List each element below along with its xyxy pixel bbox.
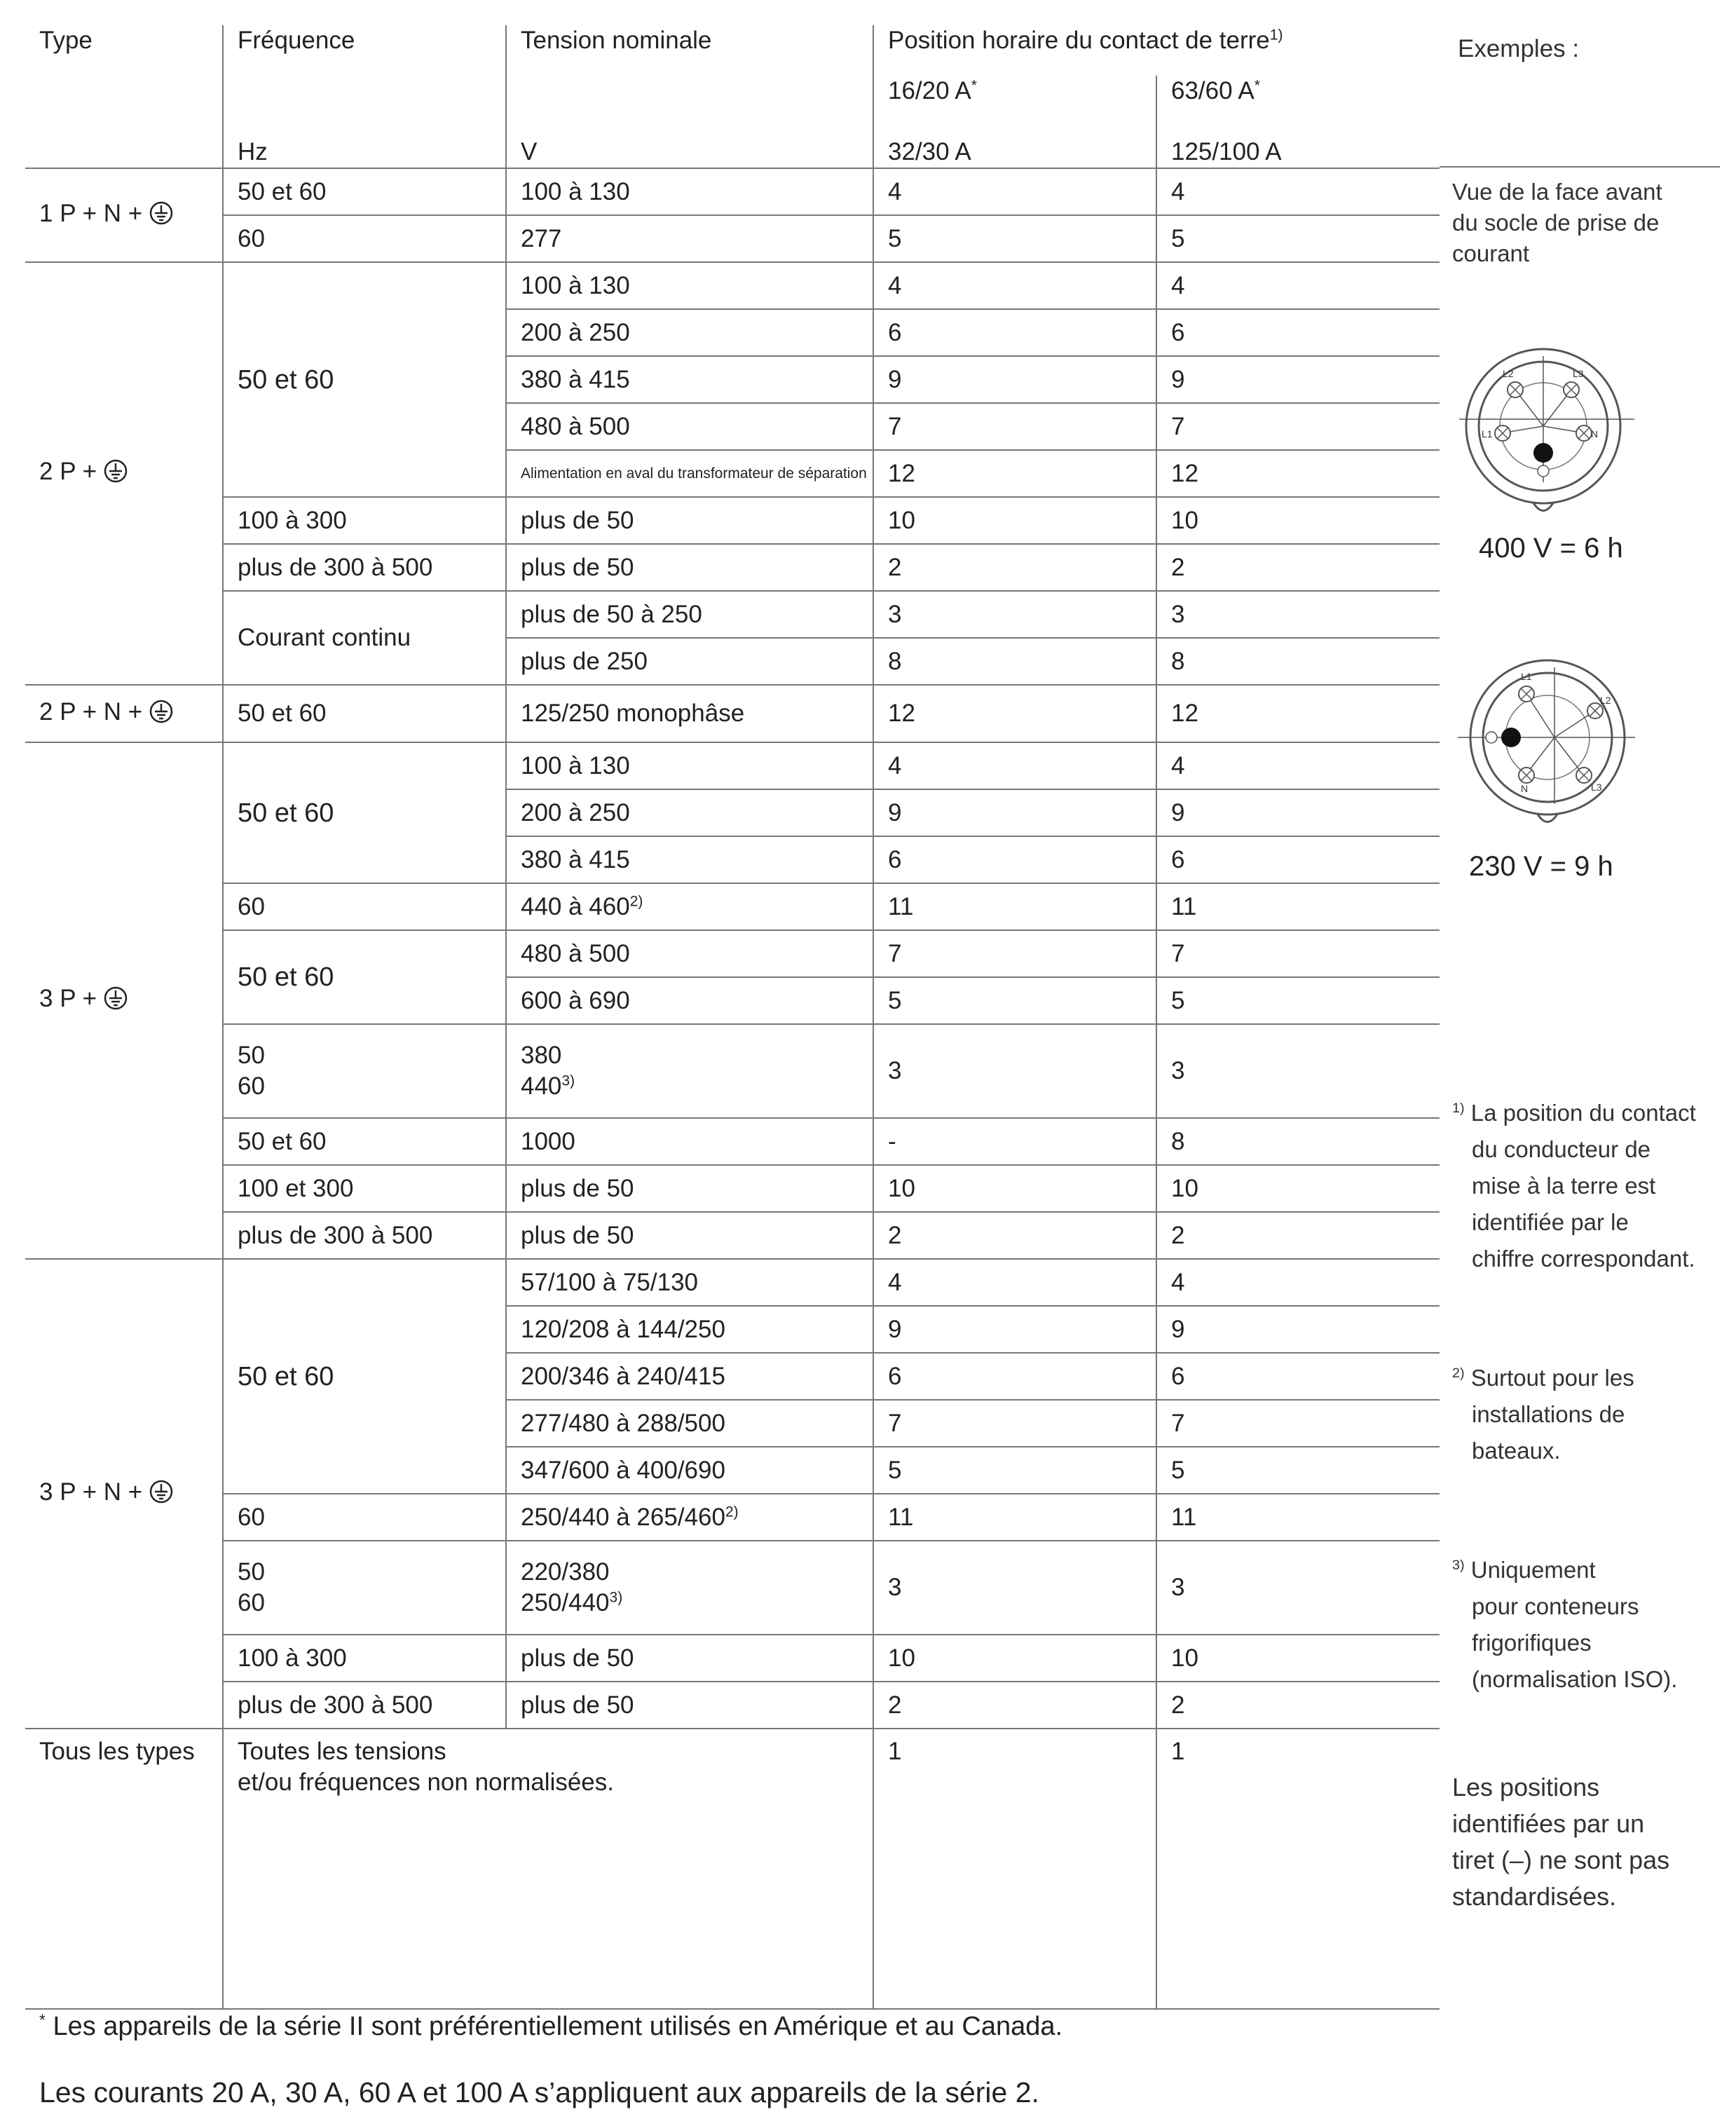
voltage-cell: 125/250 monophâse bbox=[506, 685, 873, 742]
voltage-cell: 200 à 250 bbox=[506, 309, 873, 356]
view-caption: Vue de la face avant du socle de prise de courant bbox=[1452, 179, 1662, 266]
position-a-cell: 3 bbox=[873, 591, 1156, 638]
svg-text:L3: L3 bbox=[1591, 782, 1602, 793]
frequency-cell: plus de 300 à 500 bbox=[223, 544, 506, 591]
frequency-cell: 100 et 300 bbox=[223, 1165, 506, 1212]
position-a-cell: 7 bbox=[873, 1400, 1156, 1447]
svg-text:L2: L2 bbox=[1503, 368, 1514, 379]
position-a-cell: 11 bbox=[873, 883, 1156, 930]
header-frequency: Fréquence bbox=[223, 25, 506, 76]
voltage-cell: 347/600 à 400/690 bbox=[506, 1447, 873, 1494]
position-b-cell: 10 bbox=[1156, 1635, 1440, 1682]
svg-text:L2: L2 bbox=[1600, 695, 1611, 706]
position-a-cell: 2 bbox=[873, 544, 1156, 591]
socket-specification-table bbox=[25, 25, 1440, 2010]
position-b-cell: 5 bbox=[1156, 1447, 1440, 1494]
position-a-cell: 10 bbox=[873, 1165, 1156, 1212]
footnote-2: $^{2)}$ Surtout pour les installations de bateaux. bbox=[1452, 1365, 1634, 1464]
position-a-cell: 7 bbox=[873, 930, 1156, 977]
header-current-b1: 63/60 A* bbox=[1156, 76, 1440, 122]
position-a-cell: 6 bbox=[873, 836, 1156, 883]
header-current-a2: 32/30 A bbox=[873, 122, 1156, 168]
earth-symbol-icon bbox=[104, 986, 128, 1018]
position-a-cell: 4 bbox=[873, 262, 1156, 309]
position-a-cell: 12 bbox=[873, 450, 1156, 497]
position-a-cell: 1 bbox=[873, 1729, 1156, 2009]
position-a-cell: 6 bbox=[873, 1353, 1156, 1400]
examples-header-rule bbox=[1440, 166, 1720, 168]
voltage-cell: 200/346 à 240/415 bbox=[506, 1353, 873, 1400]
position-a-cell: 12 bbox=[873, 685, 1156, 742]
position-a-cell: 2 bbox=[873, 1682, 1156, 1729]
socket-diagram-230v bbox=[1456, 653, 1639, 836]
frequency-cell: 50 et 60 bbox=[223, 262, 506, 497]
currents-footnote: Les courants 20 A, 30 A, 60 A et 100 A s’appliquent aux appareils de la série 2. bbox=[39, 2076, 1039, 2108]
voltage-cell: Alimentation en aval du transformateur de séparation bbox=[506, 450, 873, 497]
position-a-cell: 2 bbox=[873, 1212, 1156, 1259]
examples-header: Exemples : bbox=[1458, 35, 1580, 62]
position-b-cell: 9 bbox=[1156, 1306, 1440, 1353]
voltage-cell: 100 à 130 bbox=[506, 742, 873, 789]
frequency-voltage-cell: Toutes les tensions et/ou fréquences non normalisées. bbox=[223, 1729, 873, 2009]
frequency-cell: 50 et 60 bbox=[223, 168, 506, 215]
earth-symbol-icon bbox=[149, 1480, 173, 1511]
position-b-cell: 5 bbox=[1156, 977, 1440, 1024]
position-a-cell: 10 bbox=[873, 1635, 1156, 1682]
frequency-cell: 50 et 60 bbox=[223, 685, 506, 742]
earth-symbol-icon bbox=[104, 459, 128, 491]
frequency-cell: 50 et 60 bbox=[223, 1118, 506, 1165]
frequency-cell: Courant continu bbox=[223, 591, 506, 685]
position-a-cell: 7 bbox=[873, 403, 1156, 450]
position-b-cell: 3 bbox=[1156, 1024, 1440, 1118]
position-a-cell: - bbox=[873, 1118, 1156, 1165]
svg-text:N: N bbox=[1521, 783, 1529, 794]
position-b-cell: 10 bbox=[1156, 1165, 1440, 1212]
frequency-cell: 50 et 60 bbox=[223, 1259, 506, 1494]
voltage-cell: 480 à 500 bbox=[506, 403, 873, 450]
position-a-cell: 5 bbox=[873, 977, 1156, 1024]
frequency-cell: 100 à 300 bbox=[223, 497, 506, 544]
voltage-cell: 220/380 250/440$^{3)}$ bbox=[506, 1541, 873, 1635]
voltage-cell: 480 à 500 bbox=[506, 930, 873, 977]
position-b-cell: 4 bbox=[1156, 168, 1440, 215]
voltage-cell: 250/440 à 265/460$^{2)}$ bbox=[506, 1494, 873, 1541]
header-type: Type bbox=[39, 27, 93, 54]
voltage-cell: 120/208 à 144/250 bbox=[506, 1306, 873, 1353]
position-b-cell: 2 bbox=[1156, 544, 1440, 591]
position-b-cell: 4 bbox=[1156, 1259, 1440, 1306]
frequency-cell: 50 et 60 bbox=[223, 930, 506, 1024]
position-b-cell: 7 bbox=[1156, 403, 1440, 450]
type-cell: 3 P + bbox=[25, 742, 223, 1259]
earth-symbol-icon bbox=[149, 700, 173, 731]
voltage-cell: 380 à 415 bbox=[506, 356, 873, 403]
voltage-cell: plus de 50 bbox=[506, 544, 873, 591]
position-b-cell: 6 bbox=[1156, 836, 1440, 883]
position-b-cell: 6 bbox=[1156, 309, 1440, 356]
position-a-cell: 9 bbox=[873, 1306, 1156, 1353]
header-unit-v: V bbox=[506, 122, 873, 168]
diagram-caption-400v: 400 V = 6 h bbox=[1479, 533, 1623, 564]
voltage-cell: 380 à 415 bbox=[506, 836, 873, 883]
frequency-cell: 50 et 60 bbox=[223, 742, 506, 883]
type-cell: Tous les types bbox=[25, 1729, 223, 2009]
position-a-cell: 11 bbox=[873, 1494, 1156, 1541]
position-b-cell: 9 bbox=[1156, 789, 1440, 836]
position-a-cell: 8 bbox=[873, 638, 1156, 685]
frequency-cell: 50 60 bbox=[223, 1024, 506, 1118]
position-a-cell: 4 bbox=[873, 742, 1156, 789]
voltage-cell: 600 à 690 bbox=[506, 977, 873, 1024]
position-b-cell: 5 bbox=[1156, 215, 1440, 262]
header-current-b2: 125/100 A bbox=[1156, 122, 1440, 168]
position-b-cell: 11 bbox=[1156, 883, 1440, 930]
position-b-cell: 8 bbox=[1156, 638, 1440, 685]
frequency-cell: 50 60 bbox=[223, 1541, 506, 1635]
position-b-cell: 9 bbox=[1156, 356, 1440, 403]
header-voltage: Tension nominale bbox=[506, 25, 873, 76]
position-b-cell: 2 bbox=[1156, 1212, 1440, 1259]
position-a-cell: 9 bbox=[873, 789, 1156, 836]
svg-text:L1: L1 bbox=[1521, 671, 1532, 682]
position-a-cell: 10 bbox=[873, 497, 1156, 544]
svg-text:N: N bbox=[1591, 428, 1599, 440]
voltage-cell: plus de 250 bbox=[506, 638, 873, 685]
voltage-cell: 277 bbox=[506, 215, 873, 262]
position-a-cell: 5 bbox=[873, 1447, 1156, 1494]
voltage-cell: 277/480 à 288/500 bbox=[506, 1400, 873, 1447]
star-footnote: * Les appareils de la série II sont préférentiellement utilisés en Amérique et au Canada. bbox=[39, 2010, 1063, 2041]
type-cell: 1 P + N + bbox=[25, 168, 223, 262]
frequency-cell: 60 bbox=[223, 215, 506, 262]
voltage-cell: 57/100 à 75/130 bbox=[506, 1259, 873, 1306]
type-cell: 3 P + N + bbox=[25, 1259, 223, 1729]
svg-text:L1: L1 bbox=[1482, 428, 1493, 440]
voltage-cell: 100 à 130 bbox=[506, 168, 873, 215]
voltage-cell: plus de 50 bbox=[506, 497, 873, 544]
socket-diagram-400v bbox=[1459, 328, 1641, 524]
voltage-cell: plus de 50 bbox=[506, 1165, 873, 1212]
position-b-cell: 8 bbox=[1156, 1118, 1440, 1165]
header-position: Position horaire du contact de terre$^{1)}$ bbox=[873, 25, 1440, 76]
position-b-cell: 7 bbox=[1156, 930, 1440, 977]
position-b-cell: 12 bbox=[1156, 450, 1440, 497]
voltage-cell: plus de 50 bbox=[506, 1682, 873, 1729]
header-current-a1: 16/20 A* bbox=[873, 76, 1156, 122]
position-b-cell: 1 bbox=[1156, 1729, 1440, 2009]
position-b-cell: 2 bbox=[1156, 1682, 1440, 1729]
footnote-3: $^{3)}$ Uniquement pour conteneurs frigorifiques (normalisation ISO). bbox=[1452, 1557, 1678, 1692]
type-cell: 2 P + bbox=[25, 262, 223, 685]
voltage-cell: plus de 50 bbox=[506, 1635, 873, 1682]
frequency-cell: plus de 300 à 500 bbox=[223, 1212, 506, 1259]
position-a-cell: 3 bbox=[873, 1541, 1156, 1635]
position-b-cell: 3 bbox=[1156, 591, 1440, 638]
frequency-cell: plus de 300 à 500 bbox=[223, 1682, 506, 1729]
voltage-cell: 380 440$^{3)}$ bbox=[506, 1024, 873, 1118]
voltage-cell: plus de 50 bbox=[506, 1212, 873, 1259]
position-b-cell: 10 bbox=[1156, 497, 1440, 544]
frequency-cell: 100 à 300 bbox=[223, 1635, 506, 1682]
voltage-cell: 100 à 130 bbox=[506, 262, 873, 309]
earth-symbol-icon bbox=[149, 201, 173, 233]
type-cell: 2 P + N + bbox=[25, 685, 223, 742]
voltage-cell: 200 à 250 bbox=[506, 789, 873, 836]
frequency-cell: 60 bbox=[223, 883, 506, 930]
position-a-cell: 4 bbox=[873, 1259, 1156, 1306]
footnote-1: $^{1)}$ La position du contact du conducteur de mise à la terre est identifiée par le chiffre correspondant. bbox=[1452, 1100, 1696, 1272]
position-b-cell: 6 bbox=[1156, 1353, 1440, 1400]
position-b-cell: 12 bbox=[1156, 685, 1440, 742]
voltage-cell: 1000 bbox=[506, 1118, 873, 1165]
svg-text:L3: L3 bbox=[1573, 368, 1584, 379]
position-a-cell: 9 bbox=[873, 356, 1156, 403]
position-b-cell: 3 bbox=[1156, 1541, 1440, 1635]
position-b-cell: 7 bbox=[1156, 1400, 1440, 1447]
position-b-cell: 4 bbox=[1156, 742, 1440, 789]
header-unit-hz: Hz bbox=[223, 122, 506, 168]
voltage-cell: 440 à 460$^{2)}$ bbox=[506, 883, 873, 930]
position-b-cell: 11 bbox=[1156, 1494, 1440, 1541]
frequency-cell: 60 bbox=[223, 1494, 506, 1541]
diagram-caption-230v: 230 V = 9 h bbox=[1469, 851, 1613, 882]
position-a-cell: 4 bbox=[873, 168, 1156, 215]
position-a-cell: 6 bbox=[873, 309, 1156, 356]
voltage-cell: plus de 50 à 250 bbox=[506, 591, 873, 638]
position-b-cell: 4 bbox=[1156, 262, 1440, 309]
dash-note: Les positions identifiées par un tiret (–) ne sont pas standardisées. bbox=[1452, 1773, 1670, 1911]
position-a-cell: 5 bbox=[873, 215, 1156, 262]
position-a-cell: 3 bbox=[873, 1024, 1156, 1118]
